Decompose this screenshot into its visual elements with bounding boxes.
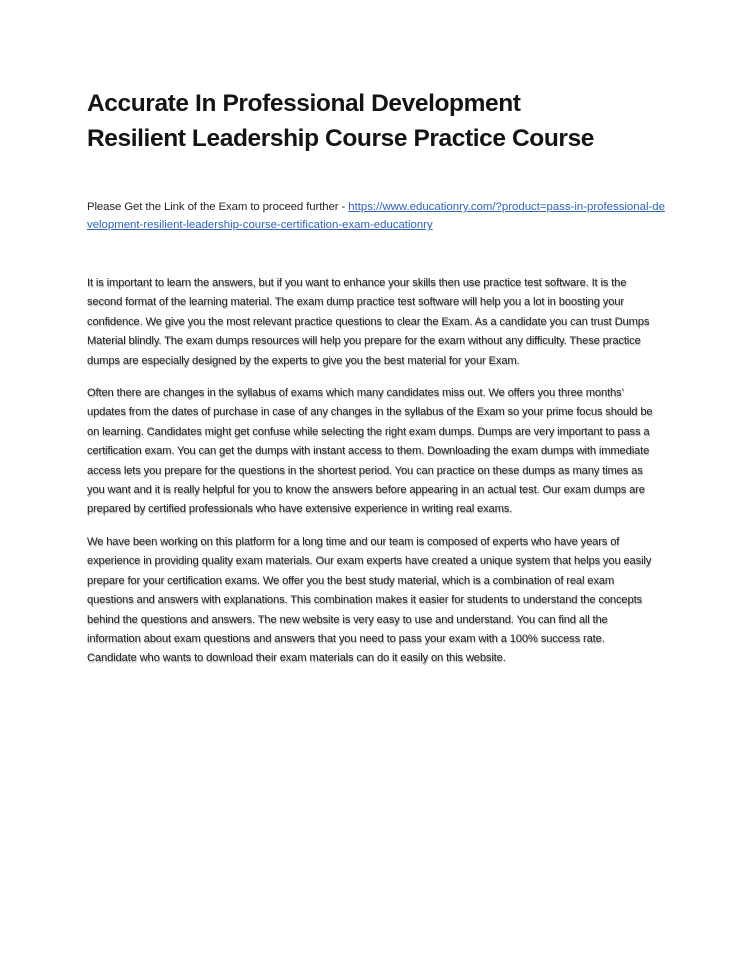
body-paragraph-3: We have been working on this platform for a long time and our team is composed of experts who have years of experience in providing quality exam materials. Our exam experts have created a unique system that helps you easily prepare for your certification exams. We offer you the best study material, which is a combination of real exam questions and answers with explanations. This combination makes it easier for students to understand the concepts behind the questions and answers. The new website is very easy to use and understand. You can find all the information about exam questions and answers that you need to pass your exam with a 100% success rate. Candidate who wants to download their exam materials can do it easily on this website. (87, 535, 652, 665)
exam-link[interactable]: https://www.educationry.com/?product=pass-in-professional-development-resilient-leadership-course-certification-exam-educationry (87, 201, 665, 231)
body-paragraph-1: It is important to learn the answers, but if you want to enhance your skills then use practice test software. It is the second format of the learning material. The exam dump practice test software will help you a lot in boosting your confidence. We give you the most relevant practice questions to clear the Exam. As a candidate you can trust Dumps Material blindly. The exam dumps resources will help you prepare for the exam without any difficulty. These practice dumps are especially designed by the experts to give you the best material for your Exam. (87, 277, 650, 367)
intro-lead-text: Please Get the Link of the Exam to proceed further - (87, 201, 349, 213)
body-text (87, 274, 653, 682)
page-title (87, 86, 687, 156)
intro-paragraph (87, 198, 667, 234)
page-title-line-2: Resilient Leadership Course Practice Course (87, 125, 595, 152)
body-paragraph-2: Often there are changes in the syllabus of exams which many candidates miss out. We offers you three months’ updates from the dates of purchase in case of any changes in the syllabus of the Exam so your prime focus should be on learning. Candidates might get confuse while selecting the right exam dumps. Dumps are very important to pass a certification exam. You can get the dumps with instant access to them. Downloading the exam dumps with immediate access lets you prepare for the questions in the shortest period. You can practice on these dumps as many times as you want and it is really helpful for you to know the answers before appearing in an actual test. Our exam dumps are prepared by certified professionals who have extensive experience in writing real exams. (87, 387, 653, 516)
page-title-line-1: Accurate In Professional Development (87, 90, 521, 117)
